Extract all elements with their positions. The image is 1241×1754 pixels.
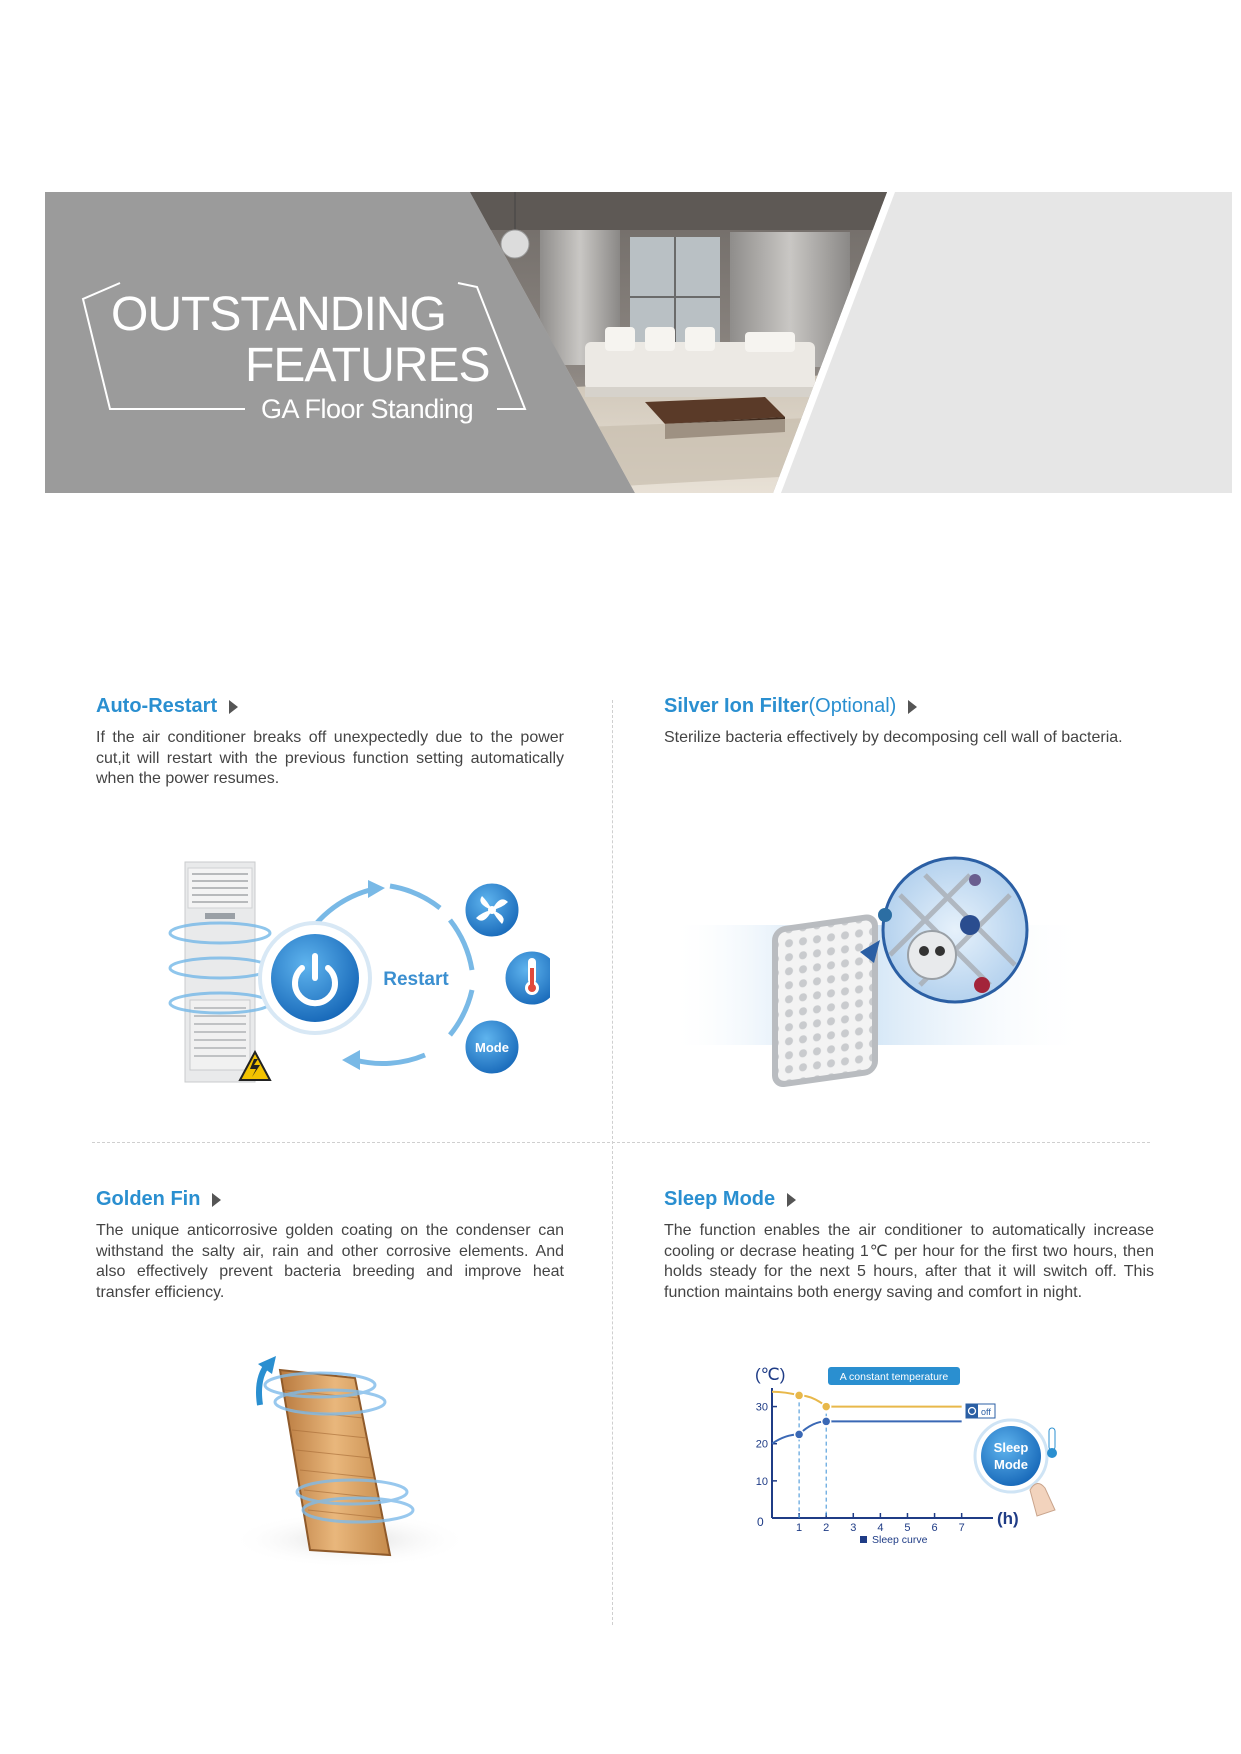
banner-title-line1: OUTSTANDING <box>111 288 446 341</box>
auto-restart-title: Auto-Restart <box>96 695 218 717</box>
y-tick-label: 10 <box>755 1475 768 1488</box>
x-tick-label: 7 <box>958 1522 965 1534</box>
x-tick-label: 1 <box>796 1522 803 1534</box>
x-tick-label: 6 <box>931 1522 938 1534</box>
auto-restart-heading <box>96 695 238 718</box>
play-arrow-icon <box>908 700 917 714</box>
cooling-curve-point <box>822 1402 831 1411</box>
legend-swatch <box>860 1536 867 1543</box>
golden-fin-title: Golden Fin <box>96 1188 201 1210</box>
heating-curve-point <box>795 1430 804 1439</box>
y-tick-label: 30 <box>755 1401 768 1414</box>
silver-ion-illustration <box>670 855 1090 1095</box>
restart-label: Restart <box>383 969 449 990</box>
x-tick-label: 3 <box>850 1522 857 1534</box>
x-tick-label: 4 <box>877 1522 884 1534</box>
silver-ion-heading <box>664 695 917 718</box>
sleep-button-line2: Mode <box>994 1457 1028 1472</box>
y-axis-unit: (℃) <box>755 1365 786 1384</box>
off-label: off <box>981 1407 991 1417</box>
origin-label: 0 <box>757 1515 764 1529</box>
golden-fin-illustration <box>220 1350 480 1580</box>
legend-label: Sleep curve <box>872 1534 928 1546</box>
play-arrow-icon <box>787 1193 796 1207</box>
auto-restart-body: If the air conditioner breaks off unexpectedly due to the power cut,it will restart with the previous function setting automatically when the power resumes. <box>96 729 564 787</box>
banner-graphic <box>45 192 1232 493</box>
cooling-curve-point <box>795 1391 804 1400</box>
play-arrow-icon <box>212 1193 221 1207</box>
x-axis-unit: (h) <box>997 1509 1019 1528</box>
thermometer-icon <box>1047 1428 1057 1458</box>
mode-label: Mode <box>475 1040 509 1055</box>
sleep-button-line1: Sleep <box>993 1440 1029 1455</box>
sleep-curve-chart <box>745 1360 1075 1560</box>
vertical-divider <box>612 700 613 1625</box>
golden-fin-body: The unique anticorrosive golden coating on the condenser can withstand the salty air, rain and other corrosive elements. And also effectively prevent bacteria breeding and improve heat transfer efficiency. <box>96 1222 564 1301</box>
hand-pointer-icon <box>1030 1483 1055 1516</box>
x-tick-label: 5 <box>904 1522 911 1534</box>
y-tick-label: 20 <box>755 1438 768 1451</box>
silver-ion-body: Sterilize bacteria effectively by decomposing cell wall of bacteria. <box>664 729 1123 746</box>
hero-banner <box>45 192 1232 493</box>
banner-subtitle: GA Floor Standing <box>261 394 474 424</box>
heating-curve-point <box>822 1417 831 1426</box>
golden-fin-heading <box>96 1188 221 1211</box>
constant-temp-label: A constant temperature <box>839 1371 949 1383</box>
banner-title-line2: FEATURES <box>245 339 490 392</box>
x-tick-label: 2 <box>823 1522 830 1534</box>
auto-restart-illustration <box>150 850 550 1110</box>
sleep-mode-button <box>981 1426 1041 1486</box>
horizontal-divider <box>92 1142 1150 1143</box>
play-arrow-icon <box>229 700 238 714</box>
sleep-mode-body: The function enables the air conditioner to automatically increase cooling or decrase heating 1℃ per hour for the first two hours, then holds steady for the next 5 hours, after that it will switch off. This function maintains both energy saving and comfort in night. <box>664 1222 1154 1301</box>
silver-ion-title: Silver Ion Filter <box>664 695 809 717</box>
sleep-mode-title: Sleep Mode <box>664 1188 776 1210</box>
sleep-mode-heading <box>664 1188 796 1211</box>
silver-ion-optional: (Optional) <box>808 695 897 717</box>
